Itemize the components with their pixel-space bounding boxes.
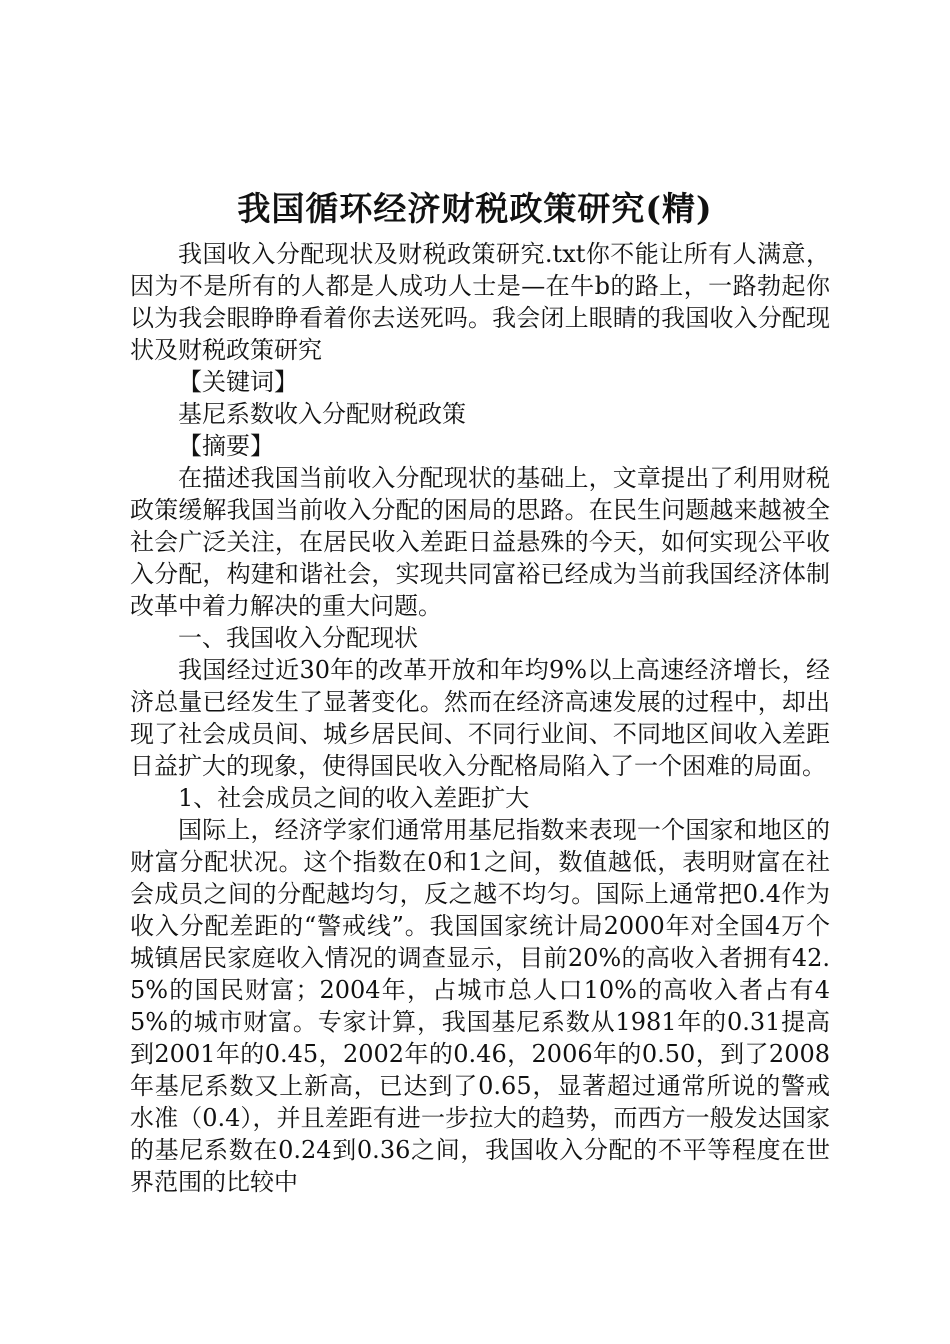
paragraph-abstract: 在描述我国当前收入分配现状的基础上，文章提出了利用财税政策缓解我国当前收入分配的困局的思路。在民生问题越来越被全社会广泛关注，在居民收入差距日益悬殊的今天，如何实现公平收入分配，构建和谐社会，实现共同富裕已经成为当前我国经济体制改革中着力解决的重大问题。 [130,464,830,620]
paragraph-keywords-heading: 【关键词】 [178,368,298,396]
paragraph-section-1: 我国经过近30年的改革开放和年均9%以上高速经济增长，经济总量已经发生了显著变化。然而在经济高速发展的过程中，却出现了社会成员间、城乡居民间、不同行业间、不同地区间收入差距日益扩大的现象，使得国民收入分配格局陷入了一个困难的局面。 [130,656,830,780]
document-title: 我国循环经济财税政策研究(精) [237,189,713,228]
paragraph-keywords: 基尼系数收入分配财税政策 [178,400,466,428]
subsection-heading-1: 1、社会成员之间的收入差距扩大 [178,784,530,812]
paragraph-abstract-heading: 【摘要】 [178,432,274,460]
paragraph-intro: 我国收入分配现状及财税政策研究.txt你不能让所有人满意，因为不是所有的人都是人成功人士是—在牛b的路上，一路勃起你以为我会眼睁睁看着你去送死吗。我会闭上眼睛的我国收入分配现状及财税政策研究 [130,240,830,364]
document-body [130,238,830,1198]
section-heading-1: 一、我国收入分配现状 [178,624,418,652]
paragraph-subsection-1: 国际上，经济学家们通常用基尼指数来表现一个国家和地区的财富分配状况。这个指数在0和1之间，数值越低，表明财富在社会成员之间的分配越均匀，反之越不均匀。国际上通常把0.4作为收入分配差距的“警戒线”。我国国家统计局2000年对全国4万个城镇居民家庭收入情况的调查显示，目前20%的高收入者拥有42.5%的国民财富；2004年，占城市总人口10%的高收入者占有45%的城市财富。专家计算，我国基尼系数从1981年的0.31提高到2001年的0.45，2002年的0.46，2006年的0.50，到了2008年基尼系数又上新高，已达到了0.65，显著超过通常所说的警戒水准（0.4），并且差距有进一步拉大的趋势，而西方一般发达国家的基尼系数在0.24到0.36之间，我国收入分配的不平等程度在世界范围的比较中 [130,816,830,1196]
